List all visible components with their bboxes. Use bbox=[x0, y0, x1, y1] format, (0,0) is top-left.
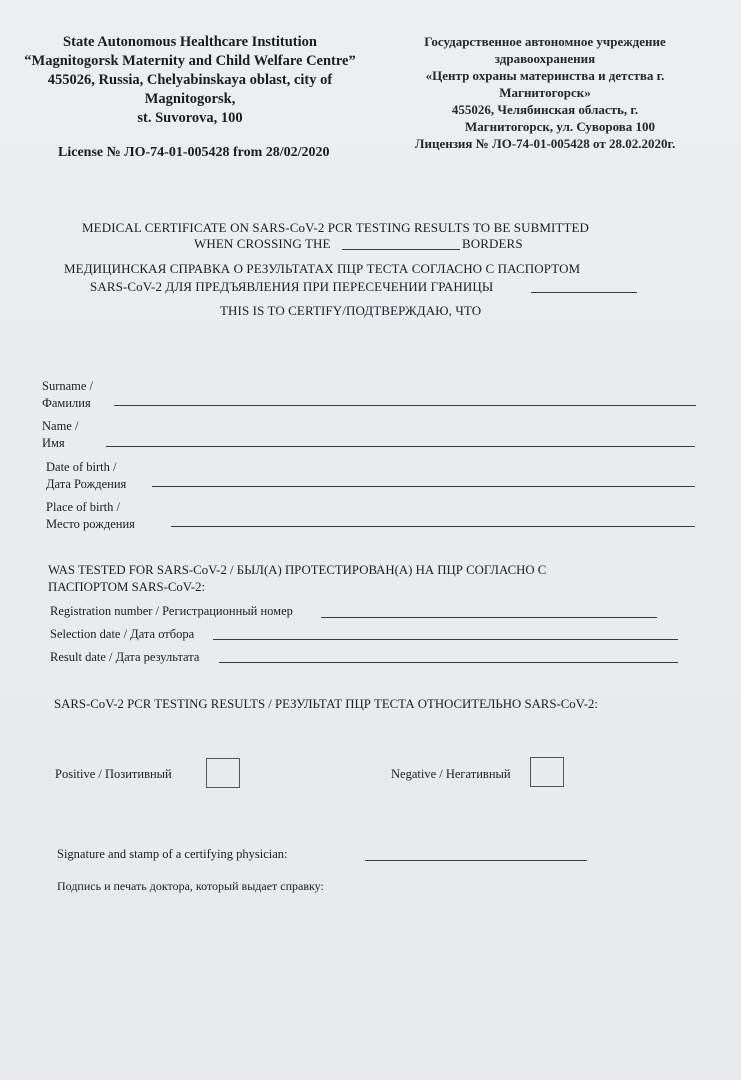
street-ru: Магнитогорск, ул. Суворова 100 bbox=[464, 119, 656, 134]
street-en: st. Suvorova, 100 bbox=[137, 110, 243, 126]
result-date-label: Result date / Дата результата bbox=[50, 650, 200, 664]
city-ru: Магнитогорск» bbox=[499, 85, 591, 100]
name-label-ru: Имя bbox=[42, 436, 65, 450]
title-ru-line2: SARS-CoV-2 ДЛЯ ПРЕДЪЯВЛЕНИЯ ПРИ ПЕРЕСЕЧЕНИИ ГРАНИЦЫ bbox=[90, 279, 494, 294]
dob-label-en: Date of birth / bbox=[46, 460, 117, 474]
institution-name-ru: Государственное автономное учреждение bbox=[424, 34, 666, 49]
title-ru-line1: МЕДИЦИНСКАЯ СПРАВКА О РЕЗУЛЬТАТАХ ПЦР ТЕСТА СОГЛАСНО С ПАСПОРТОМ bbox=[64, 261, 581, 276]
pob-field[interactable] bbox=[171, 507, 699, 527]
signature-label-ru: Подпись и печать доктора, который выдает справку: bbox=[57, 879, 324, 893]
russian-header bbox=[395, 33, 695, 152]
signature-label-en: Signature and stamp of a certifying physician: bbox=[57, 847, 288, 861]
healthcare-ru: здравоохранения bbox=[494, 51, 596, 66]
results-heading: SARS-CoV-2 PCR TESTING RESULTS / РЕЗУЛЬТАТ ПЦР ТЕСТА ОТНОСИТЕЛЬНО SARS-CoV-2: bbox=[54, 697, 598, 711]
license-ru: Лицензия № ЛО-74-01-005428 от 28.02.2020г. bbox=[414, 136, 676, 151]
centre-name-ru: «Центр охраны материнства и детства г. bbox=[425, 68, 665, 83]
positive-checkbox[interactable] bbox=[206, 758, 240, 788]
title-en-line1: MEDICAL CERTIFICATE ON SARS-CoV-2 PCR TESTING RESULTS TO BE SUBMITTED bbox=[82, 220, 590, 235]
institution-name-en: State Autonomous Healthcare Institution bbox=[63, 34, 317, 50]
certify-statement: THIS IS TO CERTIFY/ПОДТВЕРЖДАЮ, ЧТО bbox=[220, 303, 482, 318]
selection-date-field[interactable] bbox=[213, 620, 682, 640]
address-line-en: 455026, Russia, Chelyabinskaya oblast, city of bbox=[47, 72, 333, 88]
tested-statement-line2: ПАСПОРТОМ SARS-CoV-2: bbox=[48, 580, 206, 594]
registration-label: Registration number / Регистрационный номер bbox=[50, 604, 293, 618]
negative-label: Negative / Негативный bbox=[391, 767, 511, 781]
name-field[interactable] bbox=[106, 427, 699, 447]
dob-field[interactable] bbox=[152, 467, 699, 487]
positive-label: Positive / Позитивный bbox=[55, 767, 172, 781]
city-en: Magnitogorsk, bbox=[144, 91, 236, 107]
name-label-en: Name / bbox=[42, 419, 79, 433]
registration-field[interactable] bbox=[321, 598, 661, 618]
title-en-line2-end: BORDERS bbox=[462, 236, 523, 251]
surname-label-ru: Фамилия bbox=[42, 396, 91, 410]
centre-name-en: “Magnitogorsk Maternity and Child Welfare Centre” bbox=[24, 53, 356, 69]
tested-statement-line1: WAS TESTED FOR SARS-CoV-2 / БЫЛ(А) ПРОТЕСТИРОВАН(А) НА ПЦР СОГЛАСНО С bbox=[48, 563, 547, 577]
negative-checkbox[interactable] bbox=[530, 757, 564, 787]
border-ru-field[interactable] bbox=[531, 274, 641, 294]
pob-label-ru: Место рождения bbox=[46, 517, 135, 531]
license-en: License № ЛО-74-01-005428 from 28/02/2020 bbox=[58, 145, 330, 160]
title-en-line2-start: WHEN CROSSING THE bbox=[194, 236, 331, 251]
english-header bbox=[20, 33, 360, 128]
border-country-field[interactable] bbox=[342, 231, 464, 251]
dob-label-ru: Дата Рождения bbox=[46, 477, 127, 491]
selection-date-label: Selection date / Дата отбора bbox=[50, 627, 195, 641]
surname-label-en: Surname / bbox=[42, 379, 94, 393]
region-ru: 455026, Челябинская область, г. bbox=[451, 102, 639, 117]
surname-field[interactable] bbox=[114, 386, 700, 406]
pob-label-en: Place of birth / bbox=[46, 500, 120, 514]
signature-field[interactable] bbox=[365, 841, 591, 861]
result-date-field[interactable] bbox=[219, 643, 682, 663]
